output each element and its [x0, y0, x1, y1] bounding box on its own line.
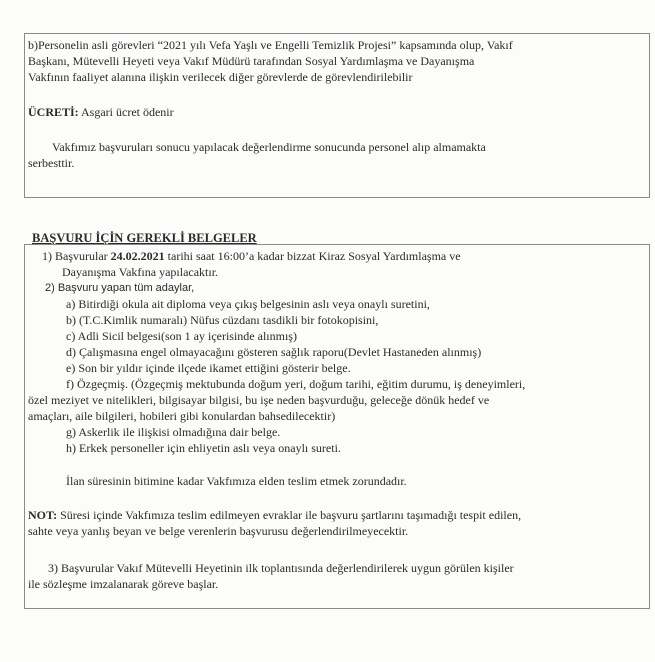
sub-item-g: g) Askerlik ile ilişkisi olmadığına dair belge.: [66, 425, 281, 439]
note-line-2: sahte veya yanlış beyan ve belge verenlerin başvurusu değerlendirilmeyecektir.: [28, 524, 409, 538]
fee-line: [28, 105, 174, 119]
sub-item-b: b) (T.C.Kimlik numaralı) Nüfus cüzdanı tasdikli bir fotokopisini,: [66, 313, 379, 327]
selection-note-line-2: serbesttir.: [28, 156, 75, 170]
sub-item-f-line-3: amaçları, aile bilgileri, hobileri gibi konulardan bahsedilecektir): [28, 409, 336, 423]
sub-item-c: c) Adli Sicil belgesi(son 1 ay içerisinde alınmış): [66, 329, 297, 343]
sub-item-f-line-1: f) Özgeçmiş. (Özgeçmiş mektubunda doğum yeri, doğum tarihi, eğitim durumu, iş deneyimleri,: [66, 377, 526, 391]
duties-line-1: b)Personelin asli görevleri “2021 yılı Vefa Yaşlı ve Engelli Temizlik Projesi” kapsamında olup, Vakıf: [28, 38, 513, 52]
item-3-line-2: ile sözleşme imzalanarak göreve başlar.: [28, 577, 219, 591]
fee-label: ÜCRETİ:: [28, 105, 79, 119]
item-1-line-1: [42, 249, 461, 263]
sub-item-f-line-2: özel meziyet ve nitelikleri, bilgisayar bilgisi, bu işe neden başvurduğu, geleceğe dönük hedef ve: [28, 393, 490, 407]
item-2: 2) Başvuru yapan tüm adaylar,: [45, 282, 195, 294]
sub-item-h: h) Erkek personeller için ehliyetin aslı veya onaylı sureti.: [66, 441, 341, 455]
sub-item-a: a) Bitirdiği okula ait diploma veya çıkış belgesinin aslı veya onaylı suretini,: [66, 297, 430, 311]
selection-note-line-1: Vakfımız başvuruları sonucu yapılacak değerlendirme sonucunda personel alıp almamakta: [52, 140, 486, 154]
duties-line-2: Başkanı, Mütevelli Heyeti veya Vakıf Müdürü tarafından Sosyal Yardımlaşma ve Dayanışma: [28, 54, 475, 68]
deadline-date: 24.02.2021: [110, 249, 165, 263]
sub-item-e: e) Son bir yıldır içinde ilçede ikamet ettiğini gösterir belge.: [66, 361, 351, 375]
duties-line-3: Vakfının faaliyet alanına ilişkin verilecek diğer görevlerde de görevlendirilebilir: [28, 70, 413, 84]
fee-text: Asgari ücret ödenir: [78, 105, 174, 119]
required-documents-heading: BAŞVURU İÇİN GEREKLİ BELGELER: [32, 231, 257, 245]
note-label: NOT:: [28, 508, 58, 522]
deadline-note: İlan süresinin bitimine kadar Vakfımıza elden teslim etmek zorundadır.: [66, 474, 407, 488]
item-3-line-1: 3) Başvurular Vakıf Mütevelli Heyetinin ilk toplantısında değerlendirilerek uygun görülen kişiler: [48, 561, 514, 575]
note-text-1: Süresi içinde Vakfımıza teslim edilmeyen evraklar ile başvuru şartlarını taşımadığı tespit edilen,: [57, 508, 522, 522]
item-1-prefix: 1) Başvurular: [42, 249, 111, 263]
item-1-line-2: Dayanışma Vakfına yapılacaktır.: [62, 265, 219, 279]
item-1-suffix: tarihi saat 16:00’a kadar bizzat Kiraz Sosyal Yardımlaşma ve: [164, 249, 461, 263]
sub-item-d: d) Çalışmasına engel olmayacağını gösteren sağlık raporu(Devlet Hastaneden alınmış): [66, 345, 482, 359]
note-line-1: [28, 508, 521, 522]
